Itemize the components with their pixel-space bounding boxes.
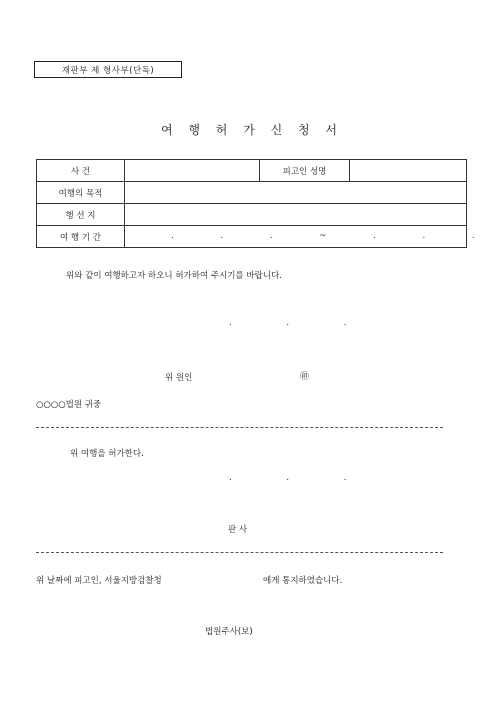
notice-statement-right: 에게 통지하였습니다. <box>263 576 343 586</box>
table-row-destination <box>37 204 467 226</box>
purpose-value-cell <box>125 182 467 204</box>
applicant-label: 위 원인 <box>165 373 193 383</box>
division-header-box <box>34 61 182 78</box>
destination-label: 행 선 지 <box>37 204 125 226</box>
notice-statement-left: 위 날짜에 피고인, 서울지방검찰청 <box>36 576 162 586</box>
seal-icon: ㊞ <box>300 372 310 382</box>
document-title: 여 행 허 가 신 청 서 <box>160 123 344 137</box>
purpose-label: 여행의 목적 <box>37 182 125 204</box>
request-date: . . . <box>229 318 373 328</box>
defendant-name-label: 피고인 성명 <box>260 160 350 182</box>
divider-line-1 <box>36 427 443 428</box>
destination-value-cell <box>125 204 467 226</box>
judge-label: 판 사 <box>228 525 248 535</box>
case-value-cell <box>125 160 260 182</box>
period-label: 여 행 기 간 <box>37 226 125 248</box>
table-row-period <box>37 226 467 248</box>
court-clerk-label: 법원주사(보) <box>205 627 253 637</box>
period-value-cell <box>125 226 497 248</box>
divider-line-2 <box>36 552 443 553</box>
permission-date: . . . <box>229 473 373 483</box>
permission-statement: 위 여행을 허가한다. <box>70 449 144 459</box>
table-row-case <box>37 160 467 182</box>
court-addressee: ○○○○법원 귀중 <box>36 400 102 410</box>
request-statement: 위와 같이 여행하고자 하오니 허가하여 주시기를 바랍니다. <box>66 271 282 281</box>
division-header-label: 재판부 제 형사부(단독) <box>61 65 155 76</box>
table-row-purpose <box>37 182 467 204</box>
period-value: . . . ~ . . . <box>171 231 497 241</box>
application-info-table <box>36 159 497 248</box>
case-label: 사 건 <box>37 160 125 182</box>
defendant-name-value-cell <box>350 160 467 182</box>
